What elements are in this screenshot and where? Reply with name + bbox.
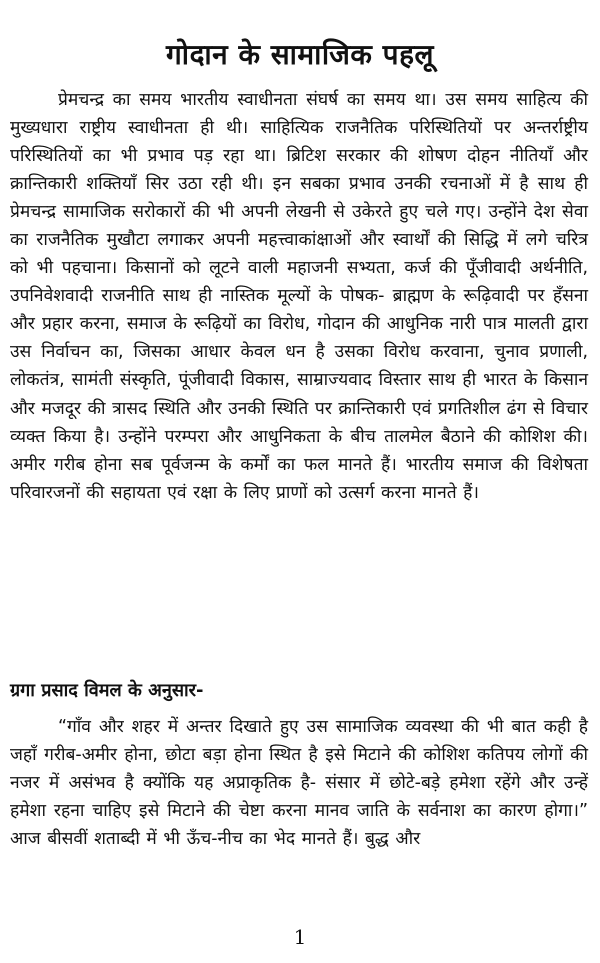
section-subheading: ग्रगा प्रसाद विमल के अनुसार- bbox=[10, 680, 204, 701]
page-number: 1 bbox=[293, 925, 307, 949]
page-title: गोदान के सामाजिक पहलू bbox=[166, 38, 434, 71]
body-paragraph-1: प्रेमचन्द्र का समय भारतीय स्वाधीनता संघर्ष का समय था। उस समय साहित्य की मुख्यधारा राष्ट्रीय स्वाधीनता ही थी। साहित्यिक राजनैतिक परिस्थितियों पर अन्तर्राष्ट्रीय परिस्थितियों का भी प्रभाव पड़ रहा था। ब्रिटिश सरकार की शोषण दोहन नीतियाँ और क्रान्तिकारी शक्तियाँ सिर उठा रही थी। इन सबका प्रभाव उनकी रचनाओं में है साथ ही प्रेमचन्द्र सामाजिक सरोकारों की भी अपनी लेखनी से उकेरते हुए चले गए। उन्होंने देश सेवा का राजनैतिक मुखौटा लगाकर अपनी महत्त्वाकांक्षाओं और स्वार्थों की सिद्धि में लगे चरित्र को भी पहचाना। किसानों को लूटने वाली महाजनी सभ्यता, कर्ज की पूँजीवादी अर्थनीति, उपनिवेशवादी राजनीति साथ ही नास्तिक मूल्यों के पोषक- ब्राह्मण के रूढ़िवादी पर हँसना और प्रहार करना, समाज के रूढ़ियों का विरोध, गोदान की आधुनिक नारी पात्र मालती द्वारा उस निर्वाचन का, जिसका आधार केवल धन है उसका विरोध करवाना, चुनाव प्रणाली, लोकतंत्र, सामंती संस्कृति, पूंजीवादी विकास, साम्राज्यवाद विस्तार साथ ही भारत के किसान और मजदूर की त्रासद स्थिति और उनकी स्थिति पर क्रान्तिकारी एवं प्रगतिशील ढंग से विचार व्यक्त किया है। उन्होंने परम्परा और आधुनिकता के बीच तालमेल बैठाने की कोशिश की। अमीर गरीब होना सब पूर्वजन्म के कर्मों का फल मानते हैं। भारतीय समाज की विशेषता परिवारजनों की सहायता एवं रक्षा के लिए प्राणों को उत्सर्ग करना मानते हैं। bbox=[10, 90, 589, 503]
body-paragraph-2: “गाँव और शहर में अन्तर दिखाते हुए उस सामाजिक व्यवस्था की भी बात कही है जहाँ गरीब-अमीर होना, छोटा बड़ा होना स्थित है इसे मिटाने की कोशिश कतिपय लोगों की नजर में असंभव है क्योंकि यह अप्राकृतिक है- संसार में छोटे-बड़े हमेशा रहेंगे और उन्हें हमेशा रहना चाहिए इसे मिटाने की चेष्टा करना मानव जाति के सर्वनाश का कारण होगा।” आज बीसवीं शताब्दी में भी ऊँच-नीच का भेद मानते हैं। बुद्ध और bbox=[10, 717, 588, 850]
